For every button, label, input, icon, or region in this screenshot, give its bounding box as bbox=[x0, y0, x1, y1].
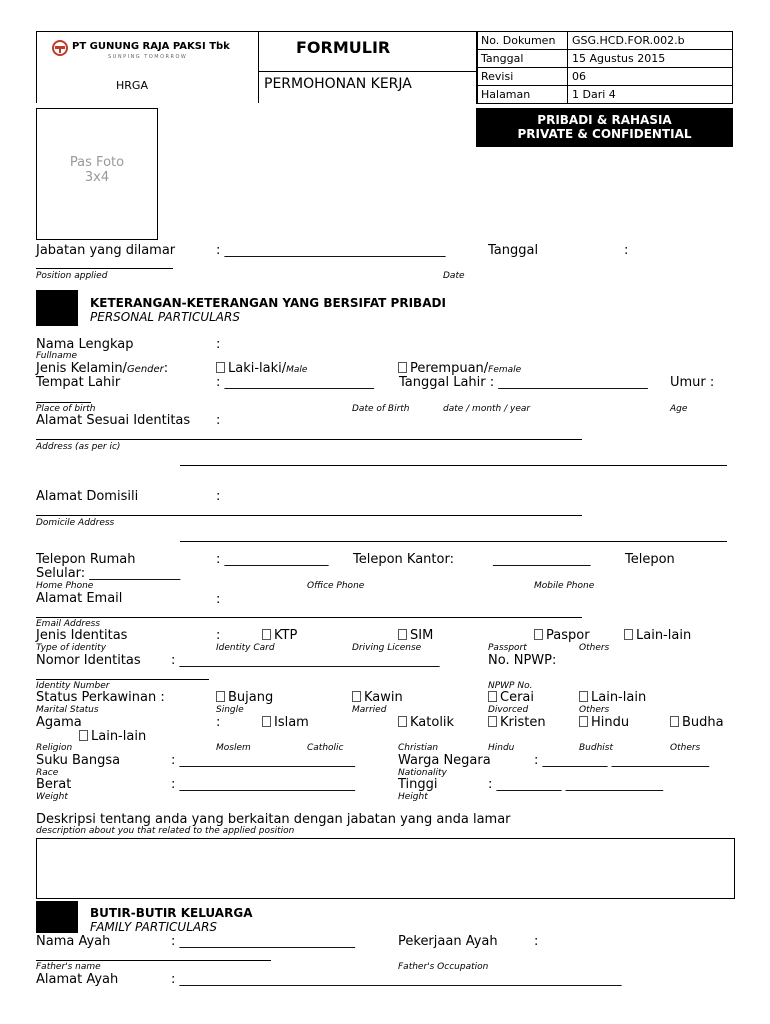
company-name: PT GUNUNG RAJA PAKSI Tbk bbox=[72, 41, 230, 52]
confidential-banner bbox=[476, 108, 733, 147]
father-name-label: Nama Ayah bbox=[36, 934, 111, 949]
checkbox-icon bbox=[488, 716, 497, 727]
address-line-2[interactable] bbox=[180, 465, 727, 466]
section-personal-subtitle: PERSONAL PARTICULARS bbox=[90, 310, 240, 324]
domicile-line-1[interactable] bbox=[36, 515, 582, 516]
age-sub: Age bbox=[670, 404, 688, 414]
date-field[interactable]: : bbox=[624, 243, 629, 258]
id-other-sub: Others bbox=[579, 643, 610, 653]
pob-underline bbox=[36, 402, 91, 403]
address-line-1[interactable] bbox=[36, 439, 582, 440]
fullname-sub: Fullname bbox=[36, 351, 78, 361]
home-phone-label: Telepon Rumah bbox=[36, 552, 136, 567]
home-phone-field[interactable]: : ________________ bbox=[216, 552, 329, 567]
religion-label: Agama bbox=[36, 715, 82, 730]
moslem-sub: Moslem bbox=[216, 743, 251, 753]
marital-single-option[interactable]: Bujang bbox=[216, 690, 273, 705]
email-field[interactable]: : bbox=[216, 592, 221, 607]
marital-label: Status Perkawinan : bbox=[36, 690, 165, 705]
meta-value: 06 bbox=[568, 68, 733, 86]
mobile-phone-sub: Mobile Phone bbox=[534, 581, 595, 591]
checkbox-icon bbox=[216, 362, 225, 373]
height-sub: Height bbox=[398, 792, 428, 802]
photo-box[interactable] bbox=[36, 108, 158, 240]
position-sub: Position applied bbox=[36, 271, 108, 281]
marital-other-sub: Others bbox=[579, 705, 610, 715]
photo-label: Pas Foto bbox=[69, 155, 125, 170]
id-paspor-option[interactable]: Paspor bbox=[534, 628, 590, 643]
ktp-sub: Identity Card bbox=[216, 643, 275, 653]
id-type-sub: Type of identity bbox=[36, 643, 107, 653]
position-underline bbox=[36, 268, 173, 269]
id-sim-option[interactable]: SIM bbox=[398, 628, 433, 643]
father-name-underline bbox=[36, 960, 271, 961]
id-type-colon: : bbox=[216, 628, 221, 643]
description-textarea[interactable] bbox=[36, 838, 735, 899]
gender-label: Jenis Kelamin/Gender: bbox=[36, 361, 169, 376]
checkbox-icon bbox=[488, 691, 497, 702]
checkbox-icon bbox=[262, 629, 271, 640]
office-phone-field[interactable]: _______________ bbox=[493, 552, 591, 567]
mobile-phone-label: Telepon bbox=[625, 552, 675, 567]
office-phone-label: Telepon Kantor: bbox=[353, 552, 454, 567]
checkbox-icon bbox=[398, 362, 407, 373]
weight-sub: Weight bbox=[36, 792, 68, 802]
domicile-line-2[interactable] bbox=[180, 541, 727, 542]
married-sub: Married bbox=[352, 705, 387, 715]
meta-value: 15 Agustus 2015 bbox=[568, 50, 733, 68]
paspor-sub: Passport bbox=[488, 643, 527, 653]
header-title-divider bbox=[258, 71, 476, 72]
father-name-field[interactable]: : ___________________________ bbox=[171, 934, 356, 949]
company-logo-icon bbox=[52, 40, 68, 56]
hindu-sub: Hindu bbox=[488, 743, 515, 753]
fullname-label: Nama Lengkap bbox=[36, 337, 134, 352]
christian-sub: Christian bbox=[398, 743, 439, 753]
religion-islam-option[interactable]: Islam bbox=[262, 715, 309, 730]
mobile-phone-field[interactable]: Selular: ______________ bbox=[36, 566, 181, 581]
pob-sub: Place of birth bbox=[36, 404, 96, 414]
section-family-title: BUTIR-BUTIR KELUARGA bbox=[90, 906, 253, 920]
religion-colon: : bbox=[216, 715, 221, 730]
weight-label: Berat bbox=[36, 777, 72, 792]
id-number-label: Nomor Identitas bbox=[36, 653, 141, 668]
religion-katolik-option[interactable]: Katolik bbox=[398, 715, 454, 730]
height-field[interactable]: : __________ _______________ bbox=[488, 777, 664, 792]
description-sub: description about you that related to the applied position bbox=[36, 826, 295, 836]
marital-divorced-option[interactable]: Cerai bbox=[488, 690, 534, 705]
father-address-field[interactable]: : ____________________________________________________________________ bbox=[171, 972, 622, 987]
meta-label: Halaman bbox=[477, 86, 568, 104]
catholic-sub: Catholic bbox=[307, 743, 344, 753]
checkbox-icon bbox=[534, 629, 543, 640]
pob-label: Tempat Lahir bbox=[36, 375, 121, 390]
religion-sub: Religion bbox=[36, 743, 73, 753]
checkbox-icon bbox=[398, 716, 407, 727]
checkbox-icon bbox=[579, 691, 588, 702]
section-marker bbox=[36, 290, 78, 326]
meta-label: Tanggal bbox=[477, 50, 568, 68]
meta-label: Revisi bbox=[477, 68, 568, 86]
section-personal-title: KETERANGAN-KETERANGAN YANG BERSIFAT PRIBADI bbox=[90, 296, 446, 310]
single-sub: Single bbox=[216, 705, 244, 715]
religion-hindu-option[interactable]: Hindu bbox=[579, 715, 629, 730]
position-field[interactable]: : __________________________________ bbox=[216, 243, 446, 258]
height-label: Tinggi bbox=[398, 777, 438, 792]
religion-kristen-option[interactable]: Kristen bbox=[488, 715, 546, 730]
marital-other-option[interactable]: Lain-lain bbox=[579, 690, 646, 705]
father-address-label: Alamat Ayah bbox=[36, 972, 119, 987]
address-sub: Address (as per ic) bbox=[36, 442, 121, 452]
religion-other-option[interactable]: Lain-lain bbox=[79, 729, 146, 744]
age-field[interactable]: Umur : bbox=[670, 375, 715, 390]
company-tagline: SUNPING TOMORROW bbox=[108, 54, 188, 60]
checkbox-icon bbox=[398, 629, 407, 640]
race-field[interactable]: : ___________________________ bbox=[171, 753, 356, 768]
race-label: Suku Bangsa bbox=[36, 753, 121, 768]
position-label: Jabatan yang dilamar bbox=[36, 243, 176, 258]
domicile-sub: Domicile Address bbox=[36, 518, 115, 528]
nationality-label: Warga Negara bbox=[398, 753, 491, 768]
form-subtitle: PERMOHONAN KERJA bbox=[264, 76, 412, 92]
weight-field[interactable]: : ___________________________ bbox=[171, 777, 356, 792]
npwp-sub: NPWP No. bbox=[488, 681, 533, 691]
id-other-option[interactable]: Lain-lain bbox=[624, 628, 691, 643]
sim-sub: Driving License bbox=[352, 643, 422, 653]
npwp-label: No. NPWP: bbox=[488, 653, 557, 668]
checkbox-icon bbox=[79, 730, 88, 741]
checkbox-icon bbox=[624, 629, 633, 640]
marital-sub: Marital Status bbox=[36, 705, 99, 715]
checkbox-icon bbox=[579, 716, 588, 727]
department-label: HRGA bbox=[116, 79, 148, 92]
dob-field[interactable]: Tanggal Lahir : _______________________ bbox=[399, 375, 648, 390]
checkbox-icon bbox=[352, 691, 361, 702]
father-job-sub: Father's Occupation bbox=[398, 962, 489, 972]
form-title: FORMULIR bbox=[296, 38, 391, 57]
race-sub: Race bbox=[36, 768, 59, 778]
pob-field[interactable]: : _______________________ bbox=[216, 375, 375, 390]
dob-format: date / month / year bbox=[443, 404, 531, 414]
nationality-field[interactable]: : __________ _______________ bbox=[534, 753, 710, 768]
email-label: Alamat Email bbox=[36, 591, 123, 606]
father-job-label: Pekerjaan Ayah bbox=[398, 934, 498, 949]
date-label: Tanggal bbox=[488, 243, 539, 258]
father-job-field[interactable]: : bbox=[534, 934, 539, 949]
checkbox-icon bbox=[670, 716, 679, 727]
divorced-sub: Divorced bbox=[488, 705, 529, 715]
email-sub: Email Address bbox=[36, 619, 101, 629]
meta-value: 1 Dari 4 bbox=[568, 86, 733, 104]
meta-label: No. Dokumen bbox=[477, 32, 568, 50]
id-type-label: Jenis Identitas bbox=[36, 628, 128, 643]
budhist-sub: Budhist bbox=[579, 743, 614, 753]
marital-married-option[interactable]: Kawin bbox=[352, 690, 403, 705]
address-label: Alamat Sesuai Identitas bbox=[36, 413, 191, 428]
header-top-line bbox=[36, 31, 476, 32]
office-phone-sub: Office Phone bbox=[307, 581, 365, 591]
fullname-field[interactable]: : bbox=[216, 337, 221, 352]
home-phone-sub: Home Phone bbox=[36, 581, 94, 591]
father-name-sub: Father's name bbox=[36, 962, 101, 972]
domicile-label: Alamat Domisili bbox=[36, 489, 139, 504]
nationality-sub: Nationality bbox=[398, 768, 447, 778]
address-field[interactable]: : bbox=[216, 413, 221, 428]
document-meta-table bbox=[476, 31, 733, 104]
id-number-underline bbox=[36, 679, 209, 680]
religion-other-sub: Others bbox=[670, 743, 701, 753]
gender-male-option[interactable]: Laki-laki/Male bbox=[216, 361, 307, 376]
meta-value: GSG.HCD.FOR.002.b bbox=[568, 32, 733, 50]
confidential-line-2: PRIVATE & CONFIDENTIAL bbox=[517, 127, 692, 141]
section-family-subtitle: FAMILY PARTICULARS bbox=[90, 920, 218, 934]
religion-budha-option[interactable]: Budha bbox=[670, 715, 724, 730]
domicile-field[interactable]: : bbox=[216, 489, 221, 504]
id-number-field[interactable]: : ________________________________________ bbox=[171, 653, 440, 668]
id-number-sub: Identity Number bbox=[36, 681, 110, 691]
confidential-line-1: PRIBADI & RAHASIA bbox=[537, 113, 672, 127]
date-sub: Date bbox=[443, 271, 465, 281]
id-ktp-option[interactable]: KTP bbox=[262, 628, 297, 643]
checkbox-icon bbox=[262, 716, 271, 727]
photo-size: 3x4 bbox=[84, 170, 110, 185]
checkbox-icon bbox=[216, 691, 225, 702]
gender-female-option[interactable]: Perempuan/Female bbox=[398, 361, 521, 376]
dob-sub: Date of Birth bbox=[352, 404, 410, 414]
description-label: Deskripsi tentang anda yang berkaitan dengan jabatan yang anda lamar bbox=[36, 812, 511, 827]
email-line[interactable] bbox=[36, 617, 582, 618]
section-marker bbox=[36, 901, 78, 933]
